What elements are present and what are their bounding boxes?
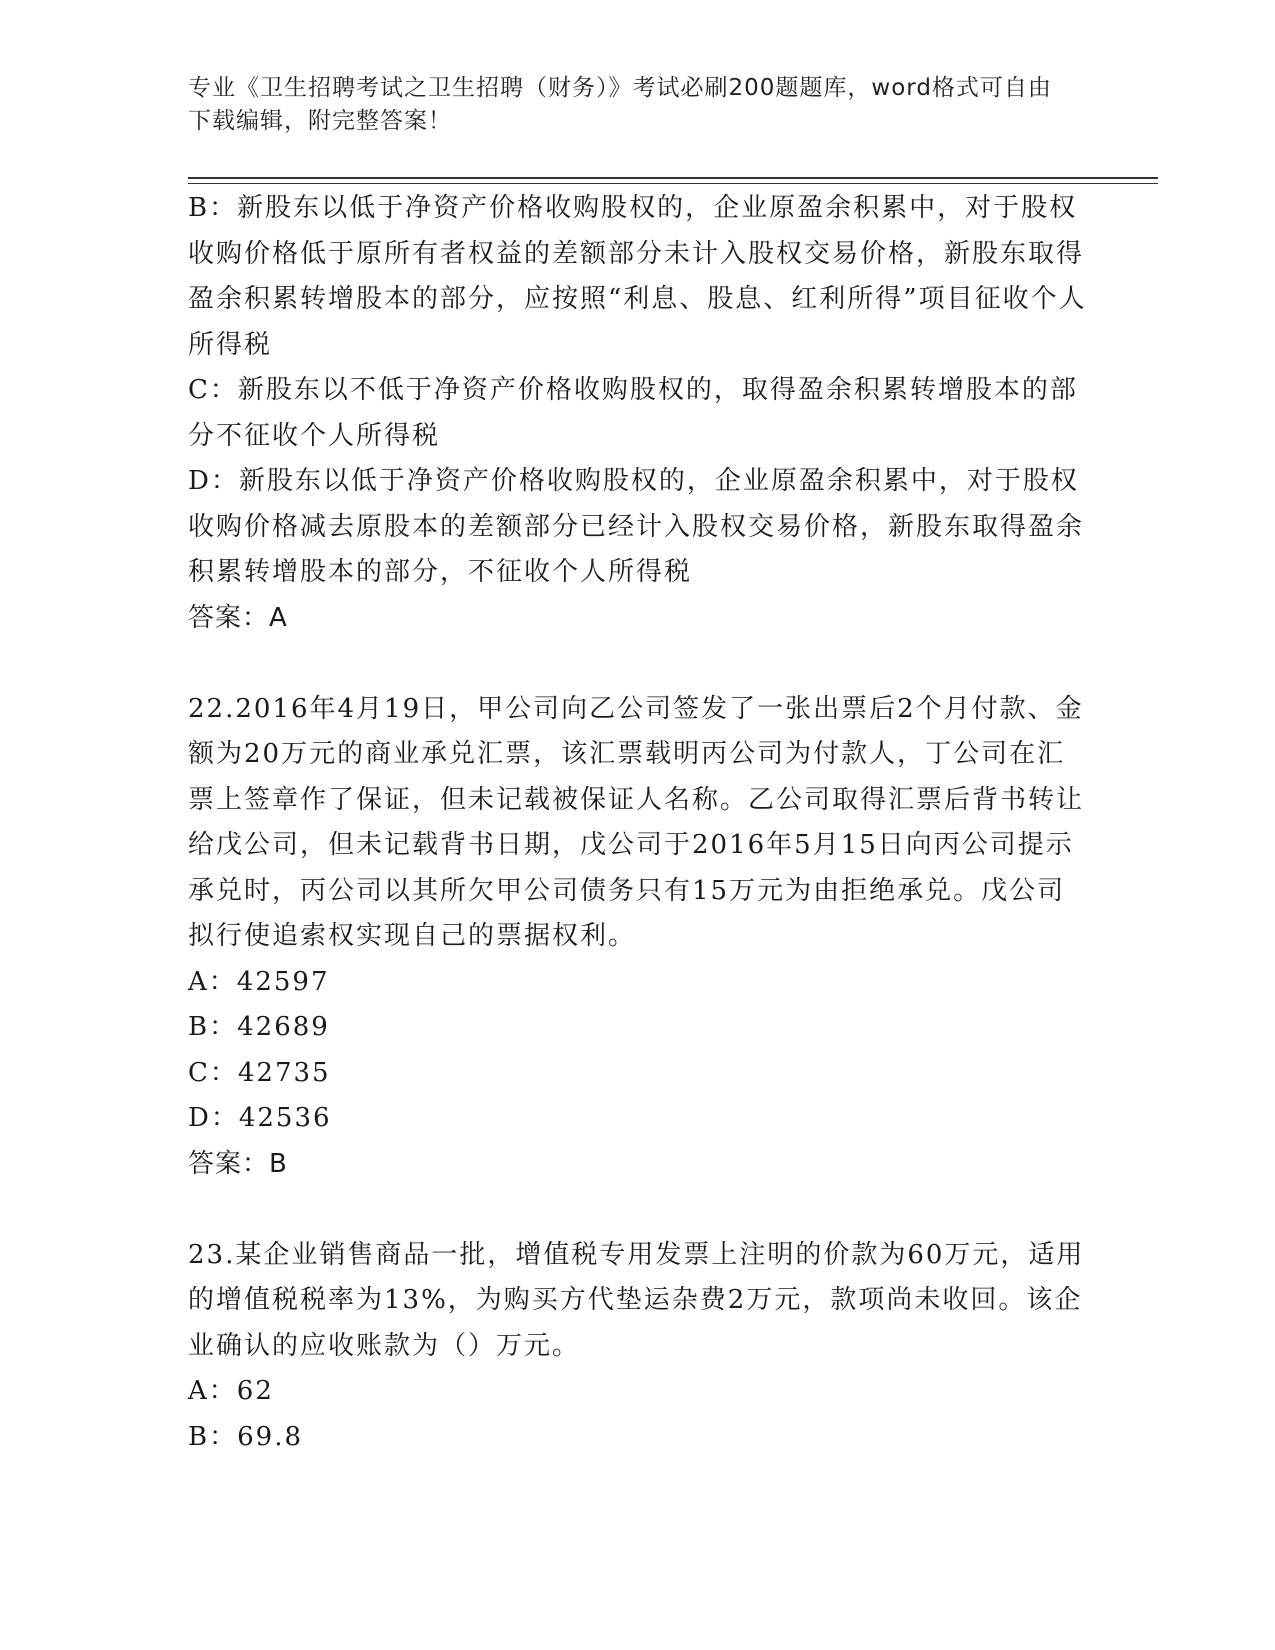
q21-option-b: B：新股东以低于净资产价格收购股权的，企业原盈余积累中，对于股权收购价格低于原所有者权益的差额部分未计入股权交易价格，新股东取得盈余积累转增股本的部分，应按照“利息、股息、红利所得”项目征收个人所得税 (188, 193, 1087, 360)
question-gap (188, 1187, 1088, 1233)
header-rule-thick (188, 177, 1158, 179)
q21-option-d: D：新股东以低于净资产价格收购股权的，企业原盈余积累中，对于股权收购价格减去原股本的差额部分已经计入股权交易价格，新股东取得盈余积累转增股本的部分，不征收个人所得税 (188, 466, 1085, 587)
header-rule-thin (188, 183, 1158, 184)
q22-answer: 答案：B (188, 1148, 288, 1179)
q22-stem: 22.2016年4月19日，甲公司向乙公司签发了一张出票后2个月付款、金额为20万元的商业承兑汇票，该汇票载明丙公司为付款人，丁公司在汇票上签章作了保证，但未记载被保证人名称。乙公司取得汇票后背书转让给戊公司，但未记载背书日期，戊公司于2016年5月15日向丙公司提示承兑时，丙公司以其所欠甲公司债务只有15万元为由拒绝承兑。戊公司拟行使追索权实现自己的票据权利。 (188, 693, 1085, 951)
q23-stem: 23.某企业销售商品一批，增值税专用发票上注明的价款为60万元，适用的增值税税率为13%，为购买方代垫运杂费2万元，款项尚未收回。该企业确认的应收账款为（）万元。 (188, 1239, 1085, 1361)
q22-option-c: C：42735 (188, 1057, 331, 1088)
q21-option-c: C：新股东以不低于净资产价格收购股权的，取得盈余积累转增股本的部分不征收个人所得税 (188, 375, 1078, 451)
document-header: 专业《卫生招聘考试之卫生招聘（财务）》考试必刷200题题库，word格式可自由下载编辑，附完整答案！ (188, 75, 1052, 134)
q21-answer: 答案：A (188, 602, 288, 633)
document-body (188, 186, 1088, 1460)
q22-option-d: D：42536 (188, 1103, 332, 1133)
q23-option-a: A：62 (188, 1376, 274, 1406)
q22-option-b: B：42689 (188, 1012, 330, 1042)
question-gap (188, 641, 1088, 687)
q23-option-b: B：69.8 (188, 1421, 303, 1452)
q22-option-a: A：42597 (188, 966, 330, 997)
